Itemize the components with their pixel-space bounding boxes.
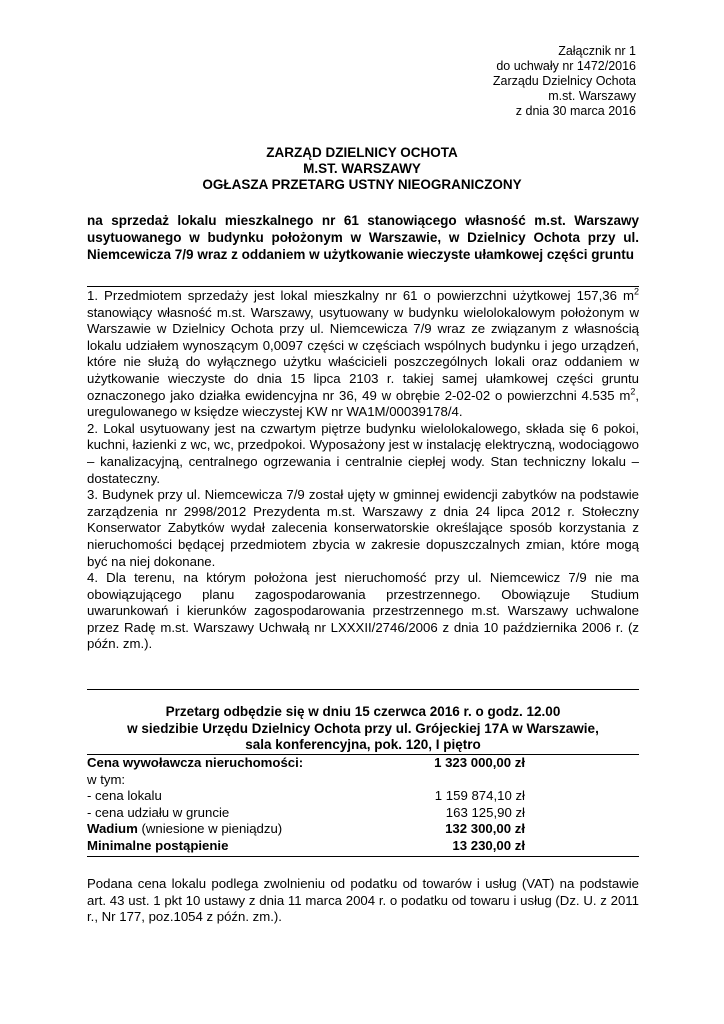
price-row-unit [87, 788, 525, 805]
unit-price-label: - cena lokalu [87, 788, 162, 804]
property-description [87, 288, 639, 653]
land-share-value: 163 125,90 zł [445, 804, 525, 820]
auction-location: w siedzibie Urzędu Dzielnicy Ochota przy ul. Grójeckiej 17A w Warszawie, [127, 720, 599, 736]
bottom-divider [87, 856, 639, 857]
document-heading [0, 145, 724, 193]
heading-line-2: M.ST. WARSZAWY [303, 161, 421, 176]
auction-room: sala konferencyjna, pok. 120, I piętro [245, 737, 481, 752]
price-row-land [87, 805, 525, 822]
price-table [87, 755, 525, 855]
top-divider [87, 286, 639, 287]
annex-city: m.st. Warszawy [548, 89, 636, 103]
annex-date: z dnia 30 marca 2016 [515, 104, 636, 118]
item-1-sup-2: 2 [630, 386, 636, 397]
middle-divider [87, 689, 639, 690]
item-1 [87, 288, 639, 421]
heading-line-1: ZARZĄD DZIELNICY OCHOTA [266, 145, 458, 160]
auction-info [87, 704, 639, 754]
min-increment-value: 13 230,00 zł [452, 837, 525, 853]
item-3: 3. Budynek przy ul. Niemcewicza 7/9 został ujęty w gminnej ewidencji zabytków na podstawie zarządzenia nr 2998/2012 Prezydenta m.st. Warszawy z dnia 24 lipca 2012 r. Stołeczny Konserwator Zabytków wydał zalecenia konserwatorskie określające sposób korzystania z nieruchomości będącej przedmiotem zbycia w zakresie dopuszczalnych zmian, które mogą być na niej dokonane. [87, 487, 639, 569]
item-4: 4. Dla terenu, na którym położona jest nieruchomość przy ul. Niemcewicz 7/9 nie ma obowiązującego planu zagospodarowania przestrzennego. Obowiązuje Studium uwarunkowań i kierunków zagospodarowania przestrzennego m.st. Warszawy uchwalone przez Radę m.st. Warszawy Uchwałą nr LXXXII/2746/2006 z dnia 10 października 2006 r. (z późn. zm.). [87, 570, 639, 652]
annex-number: Załącznik nr 1 [558, 44, 636, 58]
auction-date: Przetarg odbędzie się w dniu 15 czerwca 2016 r. o godz. 12.00 [165, 704, 561, 719]
price-row-starting [87, 755, 525, 772]
annex-resolution: do uchwały nr 1472/2016 [496, 59, 636, 73]
annex-board: Zarządu Dzielnicy Ochota [492, 74, 636, 88]
deposit-cell [87, 821, 392, 838]
min-increment-label: Minimalne postąpienie [87, 837, 229, 853]
heading-line-3: OGŁASZA PRZETARG USTNY NIEOGRANICZONY [202, 177, 522, 192]
price-row-including [87, 772, 525, 789]
starting-price-value: 1 323 000,00 zł [434, 755, 525, 770]
deposit-note: (wniesione w pieniądzu) [137, 821, 283, 837]
item-1-text-b: stanowiący własność m.st. Warszawy, usytuowany w budynku wielolokalowym położonym w Warszawie w Dzielnicy Ochota przy ul. Niemcewicza 7/9 wraz ze związanym z własnością lokalu udziałem wynoszącym 0,0097 części w częściach wspólnych budynku i jego urządzeń, które nie służą do wyłącznego użytku właścicieli poszczególnych lokali oraz oddaniem w użytkowanie wieczyste do dnia 15 lipca 2103 r. takiej samej ułamkowej części gruntu oznaczonego jako działka ewidencyjna nr 36, 49 w obrębie 2-02-02 o powierzchni 4.535 m [87, 304, 639, 403]
item-1-sup-1: 2 [633, 286, 639, 297]
announcement-subject: na sprzedaż lokalu mieszkalnego nr 61 stanowiącego własność m.st. Warszawy usytuowanego w budynku położonym w Warszawie, w Dzielnicy Ochota przy ul. Niemcewicza 7/9 wraz z oddaniem w użytkowanie wieczyste ułamkowej części gruntu [87, 213, 639, 263]
price-row-deposit [87, 821, 525, 838]
deposit-value: 132 300,00 zł [445, 821, 525, 837]
item-1-text-c: , uregulowanego w księdze wieczystej KW nr WA1M/00039178/4. [87, 387, 639, 420]
unit-price-value: 1 159 874,10 zł [434, 788, 525, 804]
including-label: w tym: [87, 771, 126, 787]
starting-price-label: Cena wywoławcza nieruchomości: [87, 755, 304, 770]
vat-note: Podana cena lokalu podlega zwolnieniu od podatku od towarów i usług (VAT) na podstawie art. 43 ust. 1 pkt 10 ustawy z dnia 11 marca 2004 r. o podatku od towaru i usług (Dz. U. z 2011 r., Nr 177, poz.1054 z późn. zm.). [87, 876, 639, 925]
price-row-increment [87, 838, 525, 855]
item-1-text-a: 1. Przedmiotem sprzedaży jest lokal mieszkalny nr 61 o powierzchni użytkowej 157,36 m [87, 288, 634, 303]
land-share-label: - cena udziału w gruncie [87, 804, 230, 820]
annex-header [493, 44, 636, 119]
item-2: 2. Lokal usytuowany jest na czwartym piętrze budynku wielolokalowego, składa się 6 pokoi, kuchni, łazienki z wc, wc, przedpokoi. Wyposażony jest w instalację elektryczną, wodociągowo – kanalizacyjną, centralnego ogrzewania i centralnie ciepłej wody. Stan techniczny lokalu – dostateczny. [87, 420, 639, 486]
deposit-label: Wadium [87, 821, 138, 837]
